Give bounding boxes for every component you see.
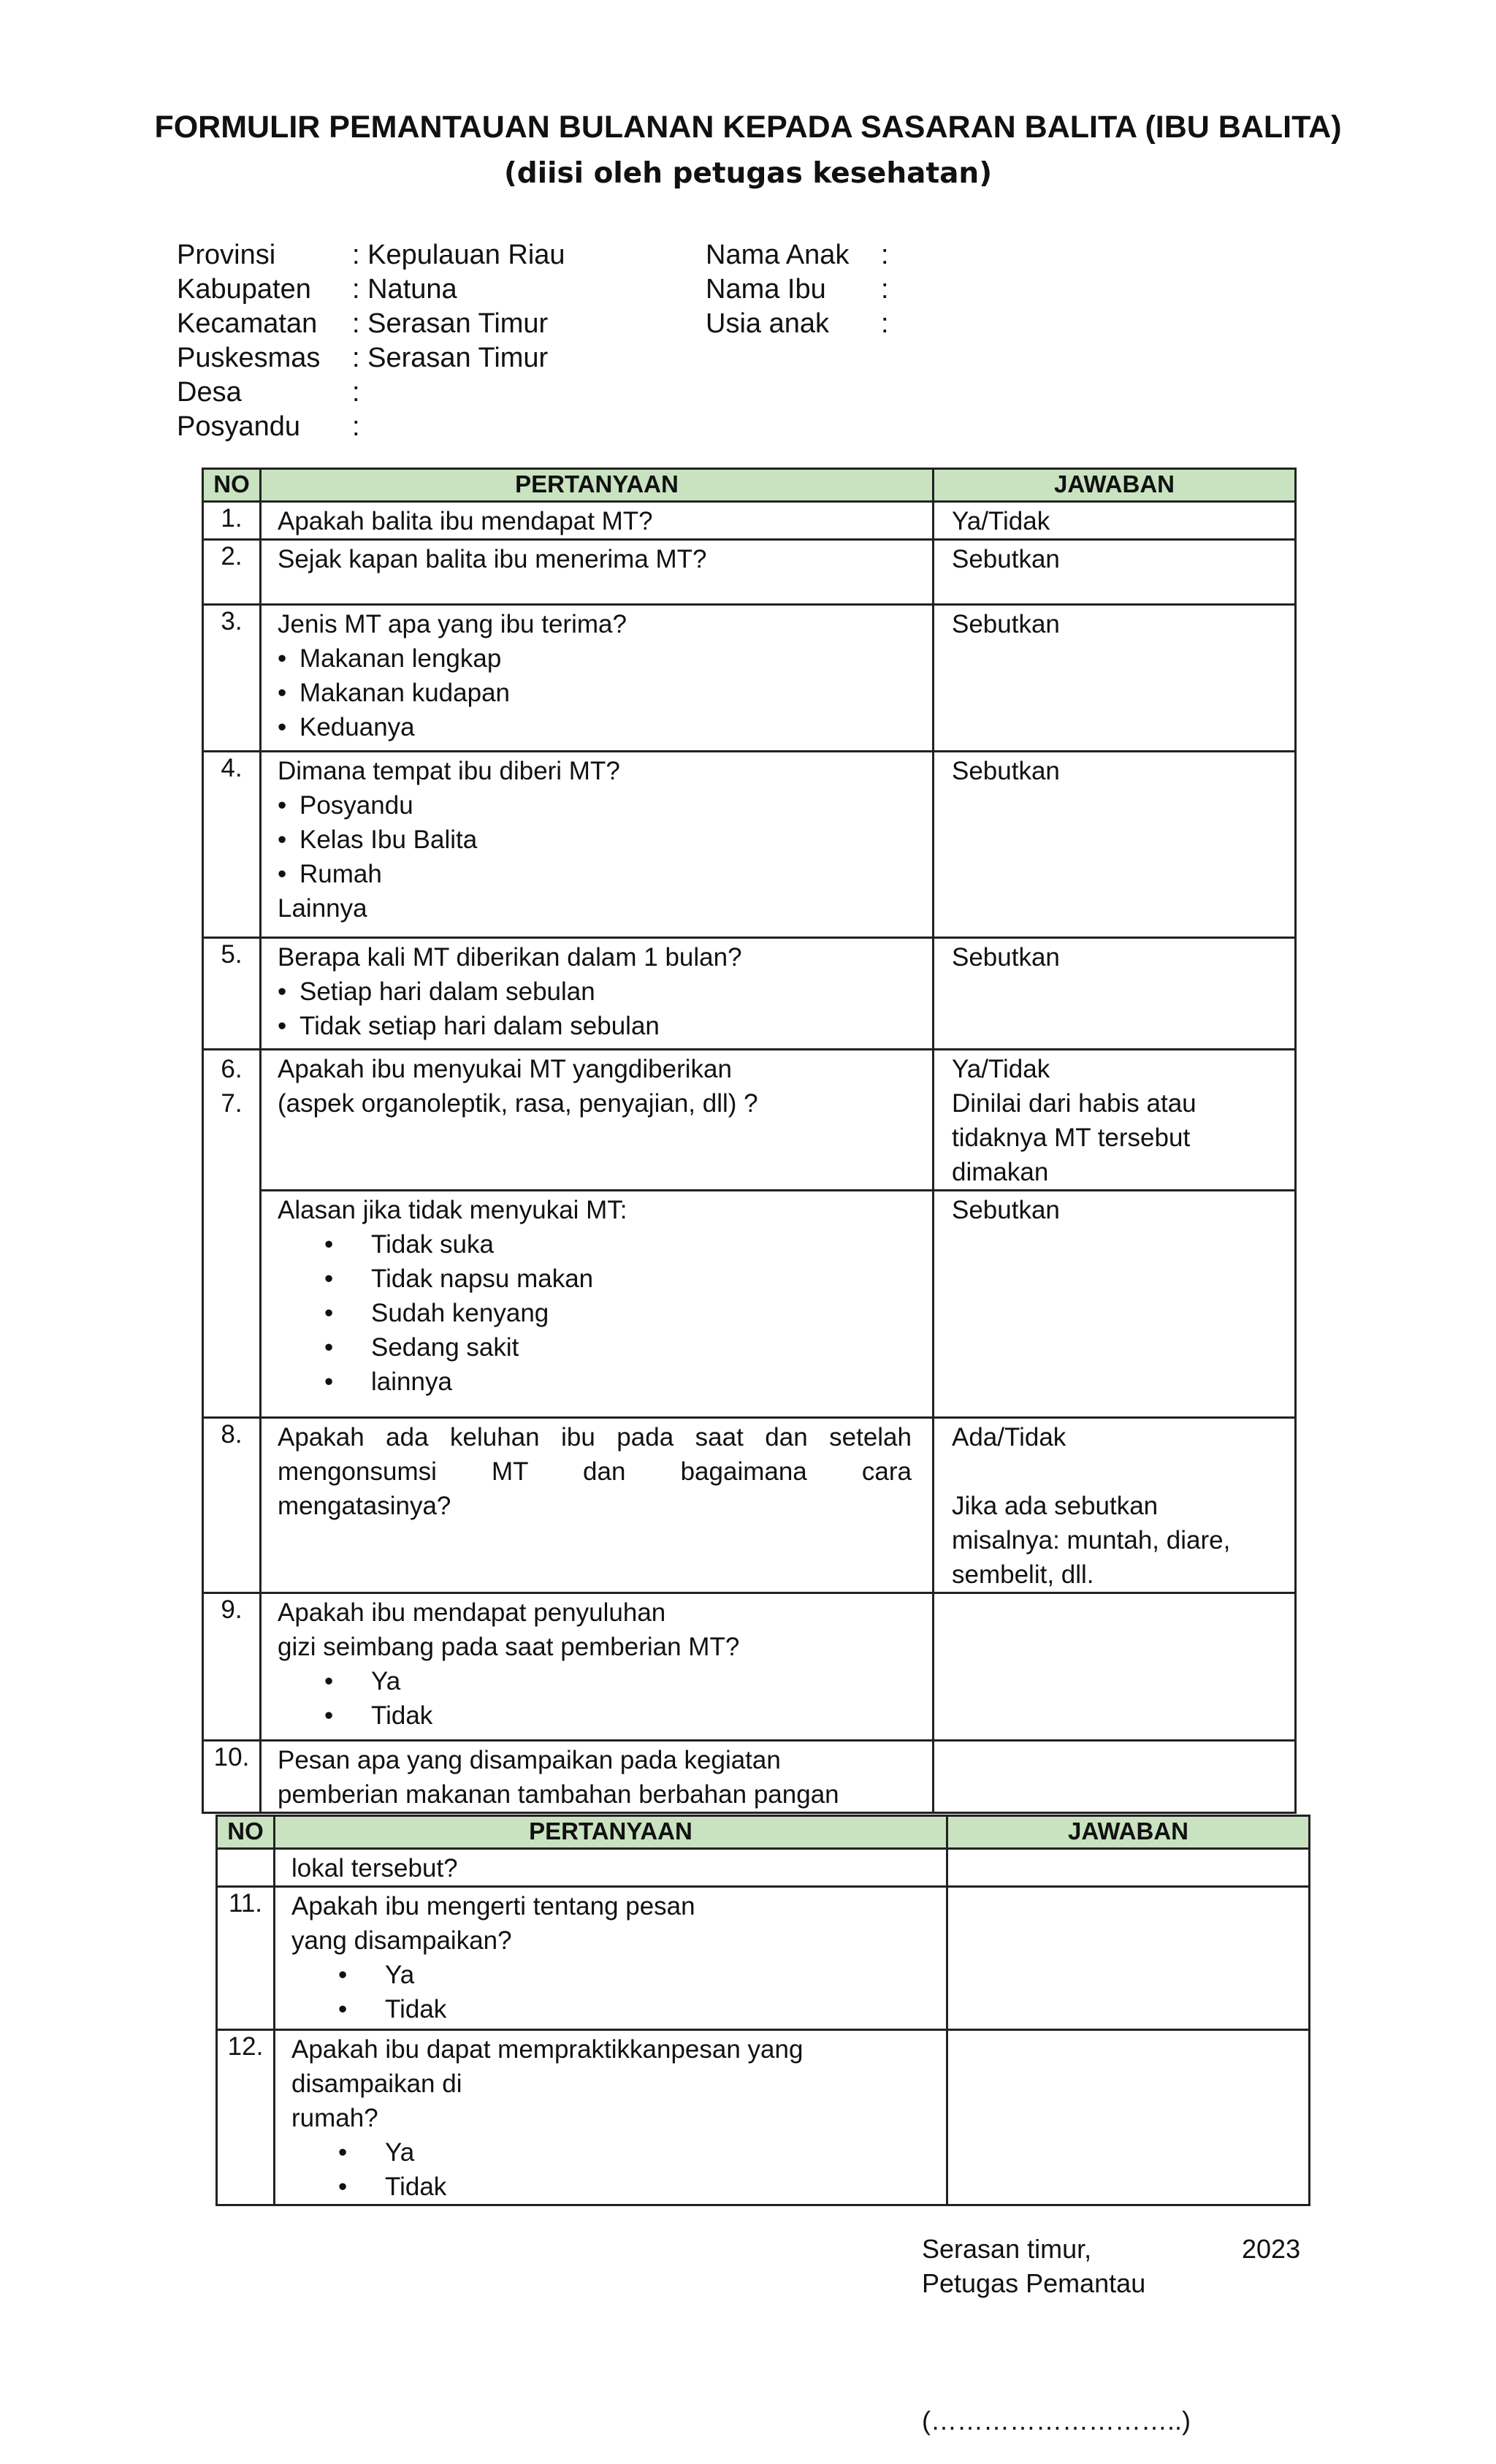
option-item: • Makanan lengkap bbox=[278, 641, 925, 676]
info-label: Kecamatan bbox=[177, 308, 318, 339]
row-number: 8. bbox=[203, 1418, 261, 1593]
question-cell bbox=[261, 1741, 934, 1813]
table-row bbox=[203, 605, 1296, 752]
table-row bbox=[217, 1887, 1310, 2030]
signature-role: Petugas Pemantau bbox=[922, 2268, 1146, 2298]
info-value: : Serasan Timur bbox=[352, 308, 549, 339]
signature-name-line: (………………………..) bbox=[922, 2406, 1191, 2436]
info-label: Nama Anak bbox=[706, 240, 850, 270]
header-answer: JAWABAN bbox=[934, 469, 1296, 502]
question-cell: lokal tersebut? bbox=[275, 1849, 947, 1887]
answer-cell bbox=[934, 1593, 1296, 1741]
table-row bbox=[203, 1050, 1296, 1191]
child-info bbox=[706, 238, 889, 341]
info-row-usia-anak bbox=[706, 307, 889, 341]
option-item: • Tidak bbox=[291, 2170, 939, 2204]
info-label: Provinsi bbox=[177, 240, 276, 270]
question-cell bbox=[261, 1418, 934, 1593]
question-cell bbox=[261, 938, 934, 1050]
question-text: Jenis MT apa yang ibu terima? bbox=[278, 610, 627, 638]
question-cell bbox=[261, 1593, 934, 1741]
option-item: • Tidak bbox=[291, 1992, 939, 2026]
questionnaire-table-1 bbox=[202, 468, 1297, 1814]
question-text: yang disampaikan? bbox=[291, 1926, 512, 1955]
answer-text: Dinilai dari habis atau bbox=[952, 1089, 1197, 1118]
answer-text: misalnya: muntah, diare, bbox=[952, 1526, 1231, 1555]
info-row-puskesmas bbox=[177, 341, 565, 375]
row-number: 1. bbox=[203, 502, 261, 540]
question-text: mengonsumsi MT dan bagaimana cara bbox=[278, 1457, 912, 1486]
info-row-kabupaten bbox=[177, 272, 565, 307]
question-text: mengatasinya? bbox=[278, 1492, 451, 1520]
option-item: • Tidak napsu makan bbox=[278, 1262, 925, 1296]
questionnaire-table-2 bbox=[215, 1815, 1310, 2206]
table-row bbox=[217, 2030, 1310, 2205]
info-value: : bbox=[881, 274, 889, 305]
answer-cell bbox=[947, 2030, 1310, 2205]
info-value: : Serasan Timur bbox=[352, 343, 549, 373]
option-item: • Sedang sakit bbox=[278, 1330, 925, 1365]
option-item: • Keduanya bbox=[278, 710, 925, 744]
table-row bbox=[203, 540, 1296, 605]
info-value: : bbox=[352, 411, 360, 442]
header-no: NO bbox=[203, 469, 261, 502]
info-label: Kabupaten bbox=[177, 274, 311, 305]
question-text: Dimana tempat ibu diberi MT? bbox=[278, 757, 620, 785]
answer-cell bbox=[947, 1849, 1310, 1887]
question-text: Apakah ada keluhan ibu pada saat dan setelah bbox=[278, 1423, 912, 1452]
answer-cell bbox=[934, 1418, 1296, 1593]
question-text: disampaikan di bbox=[291, 2070, 462, 2098]
question-text: Berapa kali MT diberikan dalam 1 bulan? bbox=[278, 943, 742, 972]
row-number: 4. bbox=[203, 752, 261, 938]
question-cell bbox=[275, 2030, 947, 2205]
table-row bbox=[203, 1593, 1296, 1741]
option-item: • Tidak bbox=[278, 1698, 925, 1733]
answer-cell: Ya/Tidak bbox=[934, 502, 1296, 540]
option-item: • Kelas Ibu Balita bbox=[278, 823, 925, 857]
table-row bbox=[203, 1741, 1296, 1813]
option-item: • Tidak setiap hari dalam sebulan bbox=[278, 1009, 925, 1043]
question-text: Apakah ibu menyukai MT yangdiberikan bbox=[278, 1055, 732, 1083]
row-number-6: 6. bbox=[221, 1055, 243, 1083]
question-text: pemberian makanan tambahan berbahan pangan bbox=[278, 1780, 839, 1809]
signature-place: Serasan timur, bbox=[922, 2234, 1092, 2264]
table-row bbox=[203, 1191, 1296, 1418]
option-item: • Sudah kenyang bbox=[278, 1296, 925, 1330]
row-number bbox=[203, 1050, 261, 1418]
option-item: • Ya bbox=[291, 2135, 939, 2170]
option-extra: Lainnya bbox=[278, 894, 367, 923]
info-label: Desa bbox=[177, 377, 242, 408]
answer-cell: Sebutkan bbox=[934, 1191, 1296, 1418]
info-label: Posyandu bbox=[177, 411, 301, 442]
row-number: 3. bbox=[203, 605, 261, 752]
header-question: PERTANYAAN bbox=[261, 469, 934, 502]
answer-text: Ya/Tidak bbox=[952, 1055, 1050, 1083]
info-row-nama-ibu bbox=[706, 272, 889, 307]
row-number bbox=[217, 1849, 275, 1887]
table-header-row bbox=[217, 1816, 1310, 1849]
answer-cell: Sebutkan bbox=[934, 938, 1296, 1050]
answer-cell bbox=[934, 1741, 1296, 1813]
question-cell: Sejak kapan balita ibu menerima MT? bbox=[261, 540, 934, 605]
form-title: FORMULIR PEMANTAUAN BULANAN KEPADA SASARAN BALITA (IBU BALITA) bbox=[154, 110, 1342, 145]
answer-cell bbox=[947, 1887, 1310, 2030]
question-cell bbox=[261, 605, 934, 752]
question-text: Apakah ibu dapat mempraktikkanpesan yang bbox=[291, 2035, 804, 2064]
question-cell bbox=[275, 1887, 947, 2030]
answer-text: Jika ada sebutkan bbox=[952, 1492, 1159, 1520]
table-row bbox=[203, 752, 1296, 938]
table-header-row bbox=[203, 469, 1296, 502]
info-label: Puskesmas bbox=[177, 343, 321, 373]
option-item: • lainnya bbox=[278, 1365, 925, 1399]
info-row-desa bbox=[177, 375, 565, 410]
option-item: • Posyandu bbox=[278, 788, 925, 823]
option-item: • Makanan kudapan bbox=[278, 676, 925, 710]
info-value: : Kepulauan Riau bbox=[352, 240, 565, 270]
answer-text: tidaknya MT tersebut bbox=[952, 1124, 1191, 1152]
location-info bbox=[177, 238, 565, 444]
option-item: • Tidak suka bbox=[278, 1227, 925, 1262]
question-text: Pesan apa yang disampaikan pada kegiatan bbox=[278, 1746, 781, 1774]
header-no: NO bbox=[217, 1816, 275, 1849]
row-number-7: 7. bbox=[221, 1089, 243, 1118]
question-text: gizi seimbang pada saat pemberian MT? bbox=[278, 1633, 740, 1661]
option-item: • Setiap hari dalam sebulan bbox=[278, 974, 925, 1009]
header-answer: JAWABAN bbox=[947, 1816, 1310, 1849]
table-row bbox=[203, 1418, 1296, 1593]
question-cell bbox=[261, 1191, 934, 1418]
question-cell bbox=[261, 1050, 934, 1191]
question-text: Alasan jika tidak menyukai MT: bbox=[278, 1196, 627, 1224]
option-item: • Ya bbox=[291, 1958, 939, 1992]
form-subtitle: (diisi oleh petugas kesehatan) bbox=[503, 157, 993, 190]
table-row bbox=[203, 502, 1296, 540]
info-value: : bbox=[881, 240, 889, 270]
info-row-posyandu bbox=[177, 410, 565, 444]
question-text: (aspek organoleptik, rasa, penyajian, dll) ? bbox=[278, 1089, 758, 1118]
answer-cell: Sebutkan bbox=[934, 752, 1296, 938]
option-item: • Rumah bbox=[278, 857, 925, 891]
info-row-nama-anak bbox=[706, 238, 889, 272]
row-number: 5. bbox=[203, 938, 261, 1050]
info-value: : bbox=[881, 308, 889, 339]
signature-year: 2023 bbox=[1242, 2234, 1301, 2264]
header-question: PERTANYAAN bbox=[275, 1816, 947, 1849]
info-row-kecamatan bbox=[177, 307, 565, 341]
question-cell bbox=[261, 752, 934, 938]
row-number: 12. bbox=[217, 2030, 275, 2205]
info-row-provinsi bbox=[177, 238, 565, 272]
table-row bbox=[203, 938, 1296, 1050]
info-label: Nama Ibu bbox=[706, 274, 826, 305]
answer-text: Ada/Tidak bbox=[952, 1423, 1066, 1452]
row-number: 11. bbox=[217, 1887, 275, 2030]
row-number: 9. bbox=[203, 1593, 261, 1741]
info-label: Usia anak bbox=[706, 308, 829, 339]
question-cell: Apakah balita ibu mendapat MT? bbox=[261, 502, 934, 540]
answer-cell: Sebutkan bbox=[934, 605, 1296, 752]
answer-text: dimakan bbox=[952, 1158, 1049, 1186]
question-text: rumah? bbox=[291, 2104, 378, 2132]
answer-cell: Sebutkan bbox=[934, 540, 1296, 605]
info-value: : Natuna bbox=[352, 274, 457, 305]
option-item: • Ya bbox=[278, 1664, 925, 1698]
table-row bbox=[217, 1849, 1310, 1887]
row-number: 2. bbox=[203, 540, 261, 605]
row-number: 10. bbox=[203, 1741, 261, 1813]
question-text: Apakah ibu mengerti tentang pesan bbox=[291, 1892, 695, 1921]
question-text: Apakah ibu mendapat penyuluhan bbox=[278, 1598, 666, 1627]
answer-text: sembelit, dll. bbox=[952, 1560, 1094, 1589]
answer-cell bbox=[934, 1050, 1296, 1191]
info-value: : bbox=[352, 377, 360, 408]
